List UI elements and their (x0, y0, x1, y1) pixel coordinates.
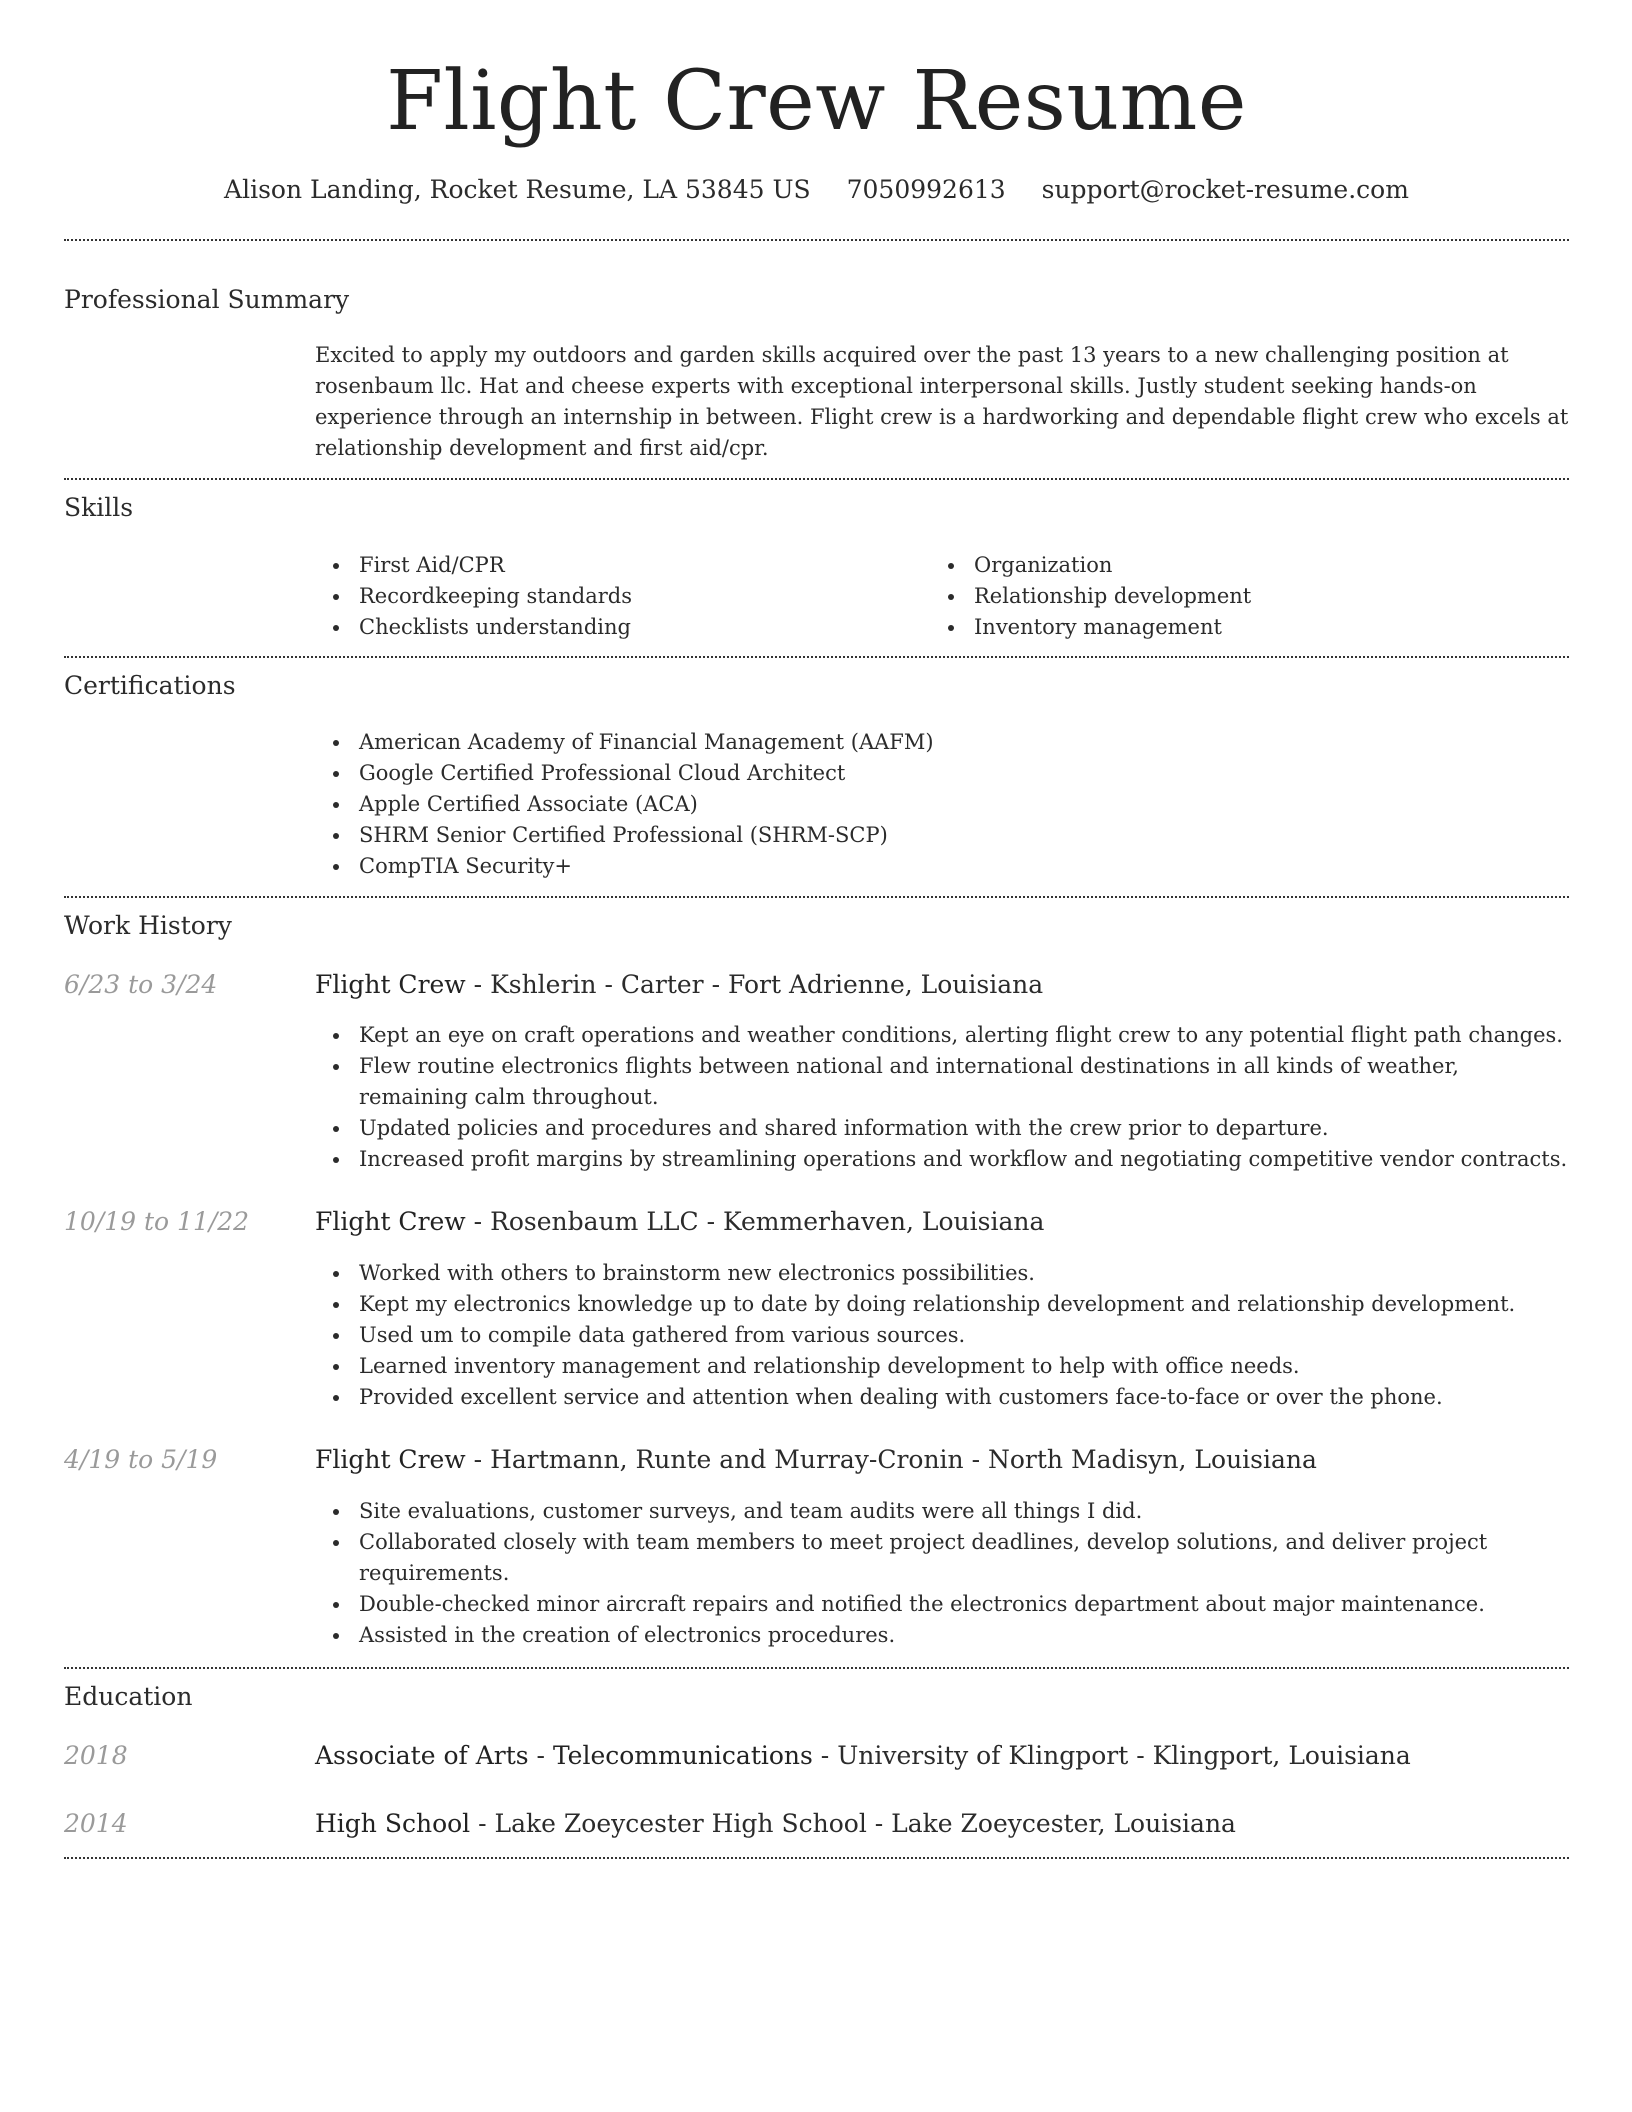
job-title: Flight Crew (315, 970, 466, 999)
education-school: University of Klingport (837, 1741, 1129, 1770)
job-bullet: Collaborated closely with team members to meet project deadlines, develop solutions, and deliver project requirements. (315, 1527, 1569, 1589)
job-company: Hartmann, Runte and Murray-Cronin (490, 1445, 964, 1474)
job-bullet: Used um to compile data gathered from various sources. (315, 1320, 1569, 1351)
job-heading: Flight Crew - Hartmann, Runte and Murray-Cronin - North Madisyn, Louisiana (315, 1445, 1317, 1474)
divider (64, 656, 1569, 658)
education-school: Lake Zoeycester High School (494, 1809, 867, 1838)
job-bullets (315, 1258, 1569, 1413)
job-location: Kemmerhaven, Louisiana (723, 1207, 1045, 1236)
job-bullets (315, 1020, 1569, 1175)
job-bullet: Increased profit margins by streamlining operations and workflow and negotiating competitive vendor contracts. (315, 1144, 1569, 1175)
job-bullet: Double-checked minor aircraft repairs and notified the electronics department about major maintenance. (315, 1589, 1569, 1620)
section-heading-education: Education (64, 1682, 193, 1711)
job-bullet: Updated policies and procedures and shared information with the crew prior to departure. (315, 1113, 1569, 1144)
job-heading: Flight Crew - Kshlerin - Carter - Fort Adrienne, Louisiana (315, 970, 1044, 999)
contact-line (64, 170, 1569, 210)
skill-item: Relationship development (930, 581, 1530, 612)
job-heading: Flight Crew - Rosenbaum LLC - Kemmerhaven, Louisiana (315, 1207, 1045, 1236)
education-year: 2014 (64, 1809, 128, 1838)
contact-phone: 7050992613 (846, 175, 1006, 204)
section-heading-summary: Professional Summary (64, 285, 350, 314)
skill-item: Inventory management (930, 612, 1530, 643)
education-degree: Associate of Arts (315, 1741, 529, 1770)
job-bullet: Assisted in the creation of electronics procedures. (315, 1620, 1569, 1651)
summary-text: Excited to apply my outdoors and garden skills acquired over the past 13 years to a new challenging position at rosenbaum llc. Hat and cheese experts with exceptional interpersonal skills. Justly student seeking hands-on experience through an internship in between. Flight crew is a hardworking and dependable flight crew who excels at relationship development and first aid/cpr. (315, 343, 1569, 460)
skills-list-right (930, 550, 1530, 643)
education-degree: High School (315, 1809, 471, 1838)
divider (64, 1667, 1569, 1669)
divider (64, 478, 1569, 480)
job-location: Fort Adrienne, Louisiana (727, 970, 1044, 999)
divider (64, 896, 1569, 898)
education-location: Klingport, Louisiana (1152, 1741, 1411, 1770)
education-entry: Associate of Arts - Telecommunications - University of Klingport - Klingport, Louisiana (315, 1741, 1411, 1770)
job-dates: 4/19 to 5/19 (64, 1445, 218, 1474)
skill-item: Checklists understanding (315, 612, 915, 643)
skill-item: Organization (930, 550, 1530, 581)
certification-item: Google Certified Professional Cloud Architect (315, 758, 1569, 789)
job-bullet: Kept my electronics knowledge up to date by doing relationship development and relationship development. (315, 1289, 1569, 1320)
job-bullet: Kept an eye on craft operations and weather conditions, alerting flight crew to any potential flight path changes. (315, 1020, 1569, 1051)
job-bullet: Learned inventory management and relationship development to help with office needs. (315, 1351, 1569, 1382)
section-heading-work-history: Work History (64, 911, 232, 940)
education-location: Lake Zoeycester, Louisiana (891, 1809, 1236, 1838)
job-dates: 6/23 to 3/24 (64, 970, 218, 999)
skill-item: First Aid/CPR (315, 550, 915, 581)
job-bullet: Site evaluations, customer surveys, and team audits were all things I did. (315, 1496, 1569, 1527)
job-company: Kshlerin - Carter (490, 970, 704, 999)
job-bullet: Flew routine electronics flights between national and international destinations in all kinds of weather, remaining calm throughout. (315, 1051, 1569, 1113)
divider (64, 239, 1569, 241)
divider (64, 1857, 1569, 1859)
certification-item: Apple Certified Associate (ACA) (315, 789, 1569, 820)
job-title: Flight Crew (315, 1207, 466, 1236)
section-heading-skills: Skills (64, 493, 134, 522)
certification-item: SHRM Senior Certified Professional (SHRM-SCP) (315, 820, 1569, 851)
education-year: 2018 (64, 1741, 128, 1770)
job-bullet: Worked with others to brainstorm new electronics possibilities. (315, 1258, 1569, 1289)
certification-item: American Academy of Financial Management (AAFM) (315, 727, 1569, 758)
skills-list-left (315, 550, 915, 643)
job-bullet: Provided excellent service and attention when dealing with customers face-to-face or over the phone. (315, 1382, 1569, 1413)
education-field: Telecommunications (552, 1741, 813, 1770)
skill-item: Recordkeeping standards (315, 581, 915, 612)
contact-address: Alison Landing, Rocket Resume, LA 53845 US (224, 175, 811, 204)
job-bullets (315, 1496, 1569, 1651)
certification-item: CompTIA Security+ (315, 851, 1569, 882)
contact-email: support@rocket-resume.com (1041, 175, 1409, 204)
page-title: Flight Crew Resume (386, 54, 1247, 149)
section-heading-certifications: Certifications (64, 671, 236, 700)
job-title: Flight Crew (315, 1445, 466, 1474)
certifications-list (315, 727, 1569, 882)
job-company: Rosenbaum LLC (490, 1207, 699, 1236)
job-dates: 10/19 to 11/22 (64, 1207, 250, 1236)
job-location: North Madisyn, Louisiana (988, 1445, 1317, 1474)
education-entry: High School - Lake Zoeycester High School - Lake Zoeycester, Louisiana (315, 1809, 1236, 1838)
